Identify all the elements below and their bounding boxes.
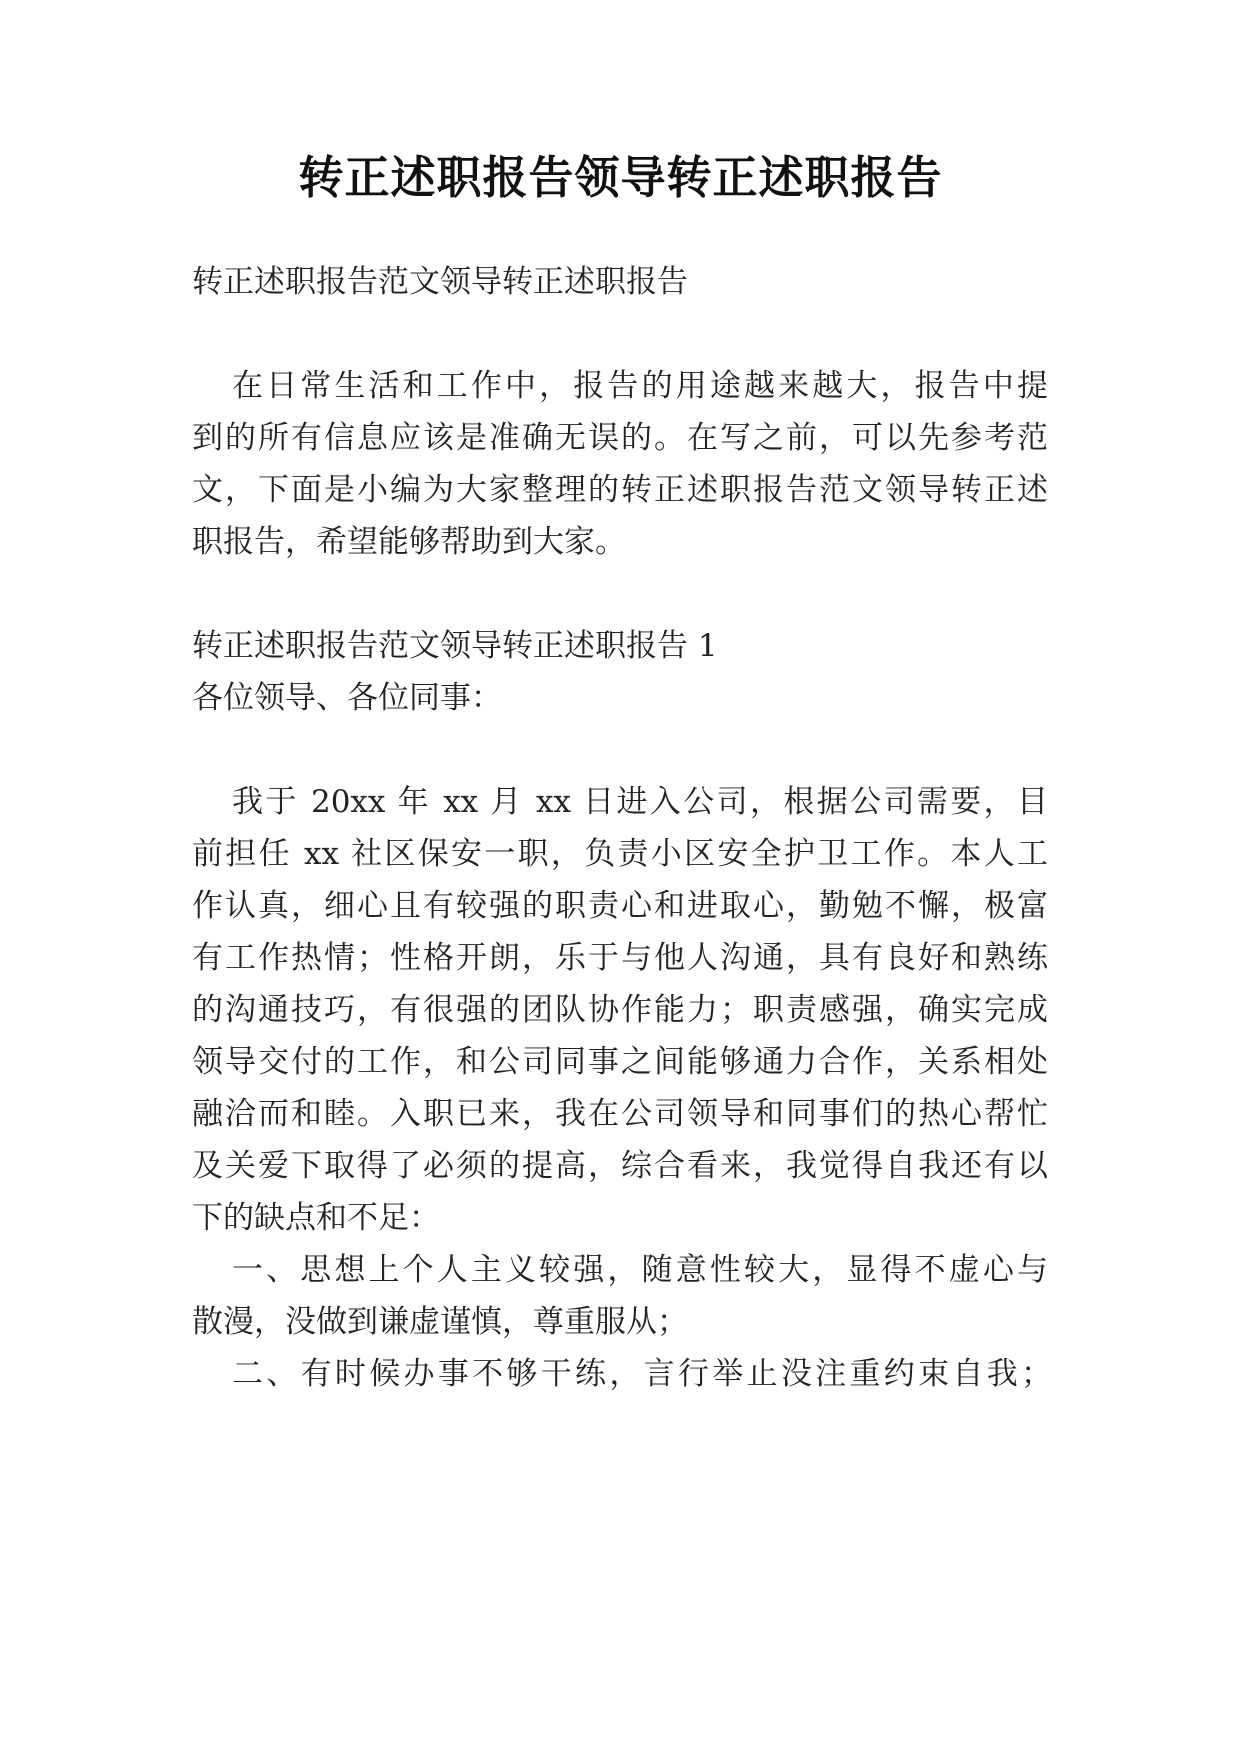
body-line: 有工作热情；性格开朗，乐于与他人沟通，具有良好和熟练	[192, 940, 1048, 976]
body-line: 的沟通技巧，有很强的团队协作能力；职责感强，确实完成	[192, 992, 1048, 1028]
salutation: 各位领导、各位同事：	[192, 680, 502, 716]
body-line: 前担任 xx 社区保安一职，负责小区安全护卫工作。本人工	[192, 836, 1048, 872]
intro-line: 到的所有信息应该是准确无误的。在写之前，可以先参考范	[192, 420, 1048, 456]
intro-line: 在日常生活和工作中，报告的用途越来越大，报告中提	[232, 368, 1048, 404]
list-item: 二、有时候办事不够干练，言行举止没注重约束自我；	[232, 1356, 1052, 1392]
body-line: 作认真，细心且有较强的职责心和进取心，勤勉不懈，极富	[192, 888, 1048, 924]
body-line: 及关爱下取得了必须的提高，综合看来，我觉得自我还有以	[192, 1148, 1048, 1184]
section-heading: 转正述职报告范文领导转正述职报告 1	[192, 628, 718, 664]
document-title: 转正述职报告领导转正述职报告	[298, 151, 943, 204]
document-subtitle: 转正述职报告范文领导转正述职报告	[192, 264, 688, 300]
list-item: 散漫，没做到谦虚谨慎，尊重服从；	[192, 1304, 688, 1340]
body-line: 领导交付的工作，和公司同事之间能够通力合作，关系相处	[192, 1044, 1048, 1080]
body-line: 我于 20xx 年 xx 月 xx 日进入公司，根据公司需要，目	[232, 784, 1048, 820]
list-item: 一、思想上个人主义较强，随意性较大，显得不虚心与	[232, 1252, 1048, 1288]
intro-line: 文，下面是小编为大家整理的转正述职报告范文领导转正述	[192, 472, 1048, 508]
intro-line: 职报告，希望能够帮助到大家。	[192, 524, 626, 560]
body-line: 下的缺点和不足：	[192, 1200, 440, 1236]
body-line: 融洽而和睦。入职已来，我在公司领导和同事们的热心帮忙	[192, 1096, 1048, 1132]
